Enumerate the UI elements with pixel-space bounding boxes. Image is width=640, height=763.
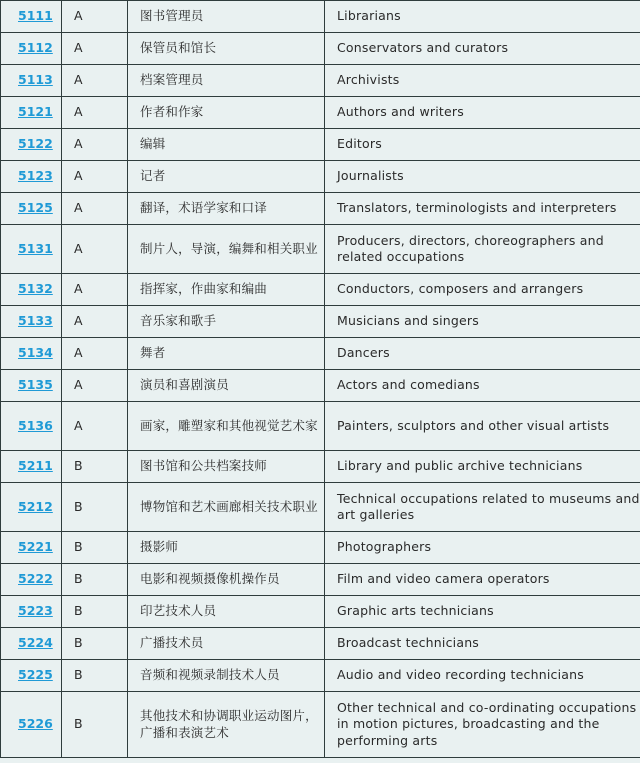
chinese-title-cell: 制片人，导演，编舞和相关职业 — [128, 225, 325, 274]
skill-level-cell: A — [62, 225, 128, 274]
occupation-code-link[interactable]: 5221 — [18, 539, 53, 555]
code-cell — [1, 225, 62, 274]
chinese-title-cell: 翻译，术语学家和口译 — [128, 193, 325, 225]
english-title-cell: Musicians and singers — [325, 306, 640, 338]
skill-level-cell: A — [62, 97, 128, 129]
chinese-title-cell: 广播技术员 — [128, 628, 325, 660]
table-row — [1, 660, 640, 692]
chinese-title-cell: 博物馆和艺术画廊相关技术职业 — [128, 483, 325, 532]
occupation-code-link[interactable]: 5112 — [18, 40, 53, 56]
english-title-cell: Producers, directors, choreographers and related occupations — [325, 225, 640, 274]
skill-level-cell: B — [62, 692, 128, 758]
code-cell — [1, 65, 62, 97]
occupation-code-link[interactable]: 5123 — [18, 168, 53, 184]
chinese-title-cell: 作者和作家 — [128, 97, 325, 129]
table-row — [1, 161, 640, 193]
occupation-table-body — [1, 1, 640, 758]
table-row — [1, 483, 640, 532]
code-cell — [1, 483, 62, 532]
table-row — [1, 97, 640, 129]
table-row — [1, 402, 640, 451]
table-row — [1, 1, 640, 33]
skill-level-cell: B — [62, 596, 128, 628]
code-cell — [1, 451, 62, 483]
english-title-cell: Painters, sculptors and other visual artists — [325, 402, 640, 451]
english-title-cell: Broadcast technicians — [325, 628, 640, 660]
english-title-cell: Other technical and co-ordinating occupations in motion pictures, broadcasting and the performing arts — [325, 692, 640, 758]
table-row — [1, 338, 640, 370]
skill-level-cell: A — [62, 161, 128, 193]
english-title-cell: Journalists — [325, 161, 640, 193]
occupation-code-link[interactable]: 5135 — [18, 377, 53, 393]
code-cell — [1, 1, 62, 33]
chinese-title-cell: 记者 — [128, 161, 325, 193]
occupation-code-link[interactable]: 5136 — [18, 417, 53, 433]
table-row — [1, 370, 640, 402]
code-cell — [1, 692, 62, 758]
english-title-cell: Conservators and curators — [325, 33, 640, 65]
code-cell — [1, 660, 62, 692]
code-cell — [1, 402, 62, 451]
table-row — [1, 306, 640, 338]
chinese-title-cell: 图书馆和公共档案技师 — [128, 451, 325, 483]
occupation-code-link[interactable]: 5111 — [18, 8, 53, 24]
skill-level-cell: A — [62, 274, 128, 306]
table-row — [1, 129, 640, 161]
code-cell — [1, 564, 62, 596]
english-title-cell: Conductors, composers and arrangers — [325, 274, 640, 306]
chinese-title-cell: 指挥家，作曲家和编曲 — [128, 274, 325, 306]
english-title-cell: Graphic arts technicians — [325, 596, 640, 628]
occupation-code-link[interactable]: 5133 — [18, 313, 53, 329]
skill-level-cell: A — [62, 1, 128, 33]
occupation-code-link[interactable]: 5226 — [18, 716, 53, 732]
occupation-code-link[interactable]: 5134 — [18, 345, 53, 361]
occupation-code-link[interactable]: 5224 — [18, 635, 53, 651]
english-title-cell: Librarians — [325, 1, 640, 33]
table-row — [1, 33, 640, 65]
skill-level-cell: B — [62, 628, 128, 660]
skill-level-cell: A — [62, 338, 128, 370]
english-title-cell: Audio and video recording technicians — [325, 660, 640, 692]
english-title-cell: Actors and comedians — [325, 370, 640, 402]
chinese-title-cell: 其他技术和协调职业运动图片，广播和表演艺术 — [128, 692, 325, 758]
skill-level-cell: B — [62, 451, 128, 483]
occupation-code-link[interactable]: 5223 — [18, 603, 53, 619]
occupation-code-link[interactable]: 5122 — [18, 136, 53, 152]
table-row — [1, 65, 640, 97]
occupation-code-link[interactable]: 5132 — [18, 281, 53, 297]
skill-level-cell: A — [62, 402, 128, 451]
chinese-title-cell: 舞者 — [128, 338, 325, 370]
english-title-cell: Technical occupations related to museums and art galleries — [325, 483, 640, 532]
chinese-title-cell: 档案管理员 — [128, 65, 325, 97]
skill-level-cell: A — [62, 129, 128, 161]
skill-level-cell: B — [62, 564, 128, 596]
code-cell — [1, 97, 62, 129]
chinese-title-cell: 摄影师 — [128, 532, 325, 564]
occupation-code-link[interactable]: 5131 — [18, 240, 53, 256]
skill-level-cell: A — [62, 306, 128, 338]
english-title-cell: Archivists — [325, 65, 640, 97]
english-title-cell: Photographers — [325, 532, 640, 564]
occupation-code-link[interactable]: 5121 — [18, 104, 53, 120]
code-cell — [1, 532, 62, 564]
table-row — [1, 532, 640, 564]
code-cell — [1, 33, 62, 65]
table-row — [1, 193, 640, 225]
chinese-title-cell: 保管员和馆长 — [128, 33, 325, 65]
chinese-title-cell: 印艺技术人员 — [128, 596, 325, 628]
table-row — [1, 225, 640, 274]
code-cell — [1, 274, 62, 306]
occupation-code-link[interactable]: 5212 — [18, 498, 53, 514]
english-title-cell: Editors — [325, 129, 640, 161]
table-row — [1, 692, 640, 758]
skill-level-cell: A — [62, 65, 128, 97]
skill-level-cell: A — [62, 193, 128, 225]
skill-level-cell: A — [62, 370, 128, 402]
occupation-code-link[interactable]: 5125 — [18, 200, 53, 216]
chinese-title-cell: 电影和视频摄像机操作员 — [128, 564, 325, 596]
chinese-title-cell: 编辑 — [128, 129, 325, 161]
skill-level-cell: B — [62, 660, 128, 692]
occupation-code-link[interactable]: 5225 — [18, 667, 53, 683]
skill-level-cell: A — [62, 33, 128, 65]
chinese-title-cell: 演员和喜剧演员 — [128, 370, 325, 402]
code-cell — [1, 370, 62, 402]
chinese-title-cell: 音乐家和歌手 — [128, 306, 325, 338]
code-cell — [1, 628, 62, 660]
code-cell — [1, 338, 62, 370]
code-cell — [1, 596, 62, 628]
chinese-title-cell: 画家，雕塑家和其他视觉艺术家 — [128, 402, 325, 451]
english-title-cell: Authors and writers — [325, 97, 640, 129]
chinese-title-cell: 图书管理员 — [128, 1, 325, 33]
english-title-cell: Library and public archive technicians — [325, 451, 640, 483]
table-row — [1, 596, 640, 628]
code-cell — [1, 161, 62, 193]
english-title-cell: Translators, terminologists and interpreters — [325, 193, 640, 225]
table-row — [1, 628, 640, 660]
table-row — [1, 451, 640, 483]
chinese-title-cell: 音频和视频录制技术人员 — [128, 660, 325, 692]
english-title-cell: Film and video camera operators — [325, 564, 640, 596]
english-title-cell: Dancers — [325, 338, 640, 370]
code-cell — [1, 306, 62, 338]
occupation-code-link[interactable]: 5222 — [18, 571, 53, 587]
occupation-code-link[interactable]: 5211 — [18, 458, 53, 474]
table-row — [1, 564, 640, 596]
skill-level-cell: B — [62, 532, 128, 564]
code-cell — [1, 129, 62, 161]
code-cell — [1, 193, 62, 225]
occupation-code-link[interactable]: 5113 — [18, 72, 53, 88]
skill-level-cell: B — [62, 483, 128, 532]
table-row — [1, 274, 640, 306]
